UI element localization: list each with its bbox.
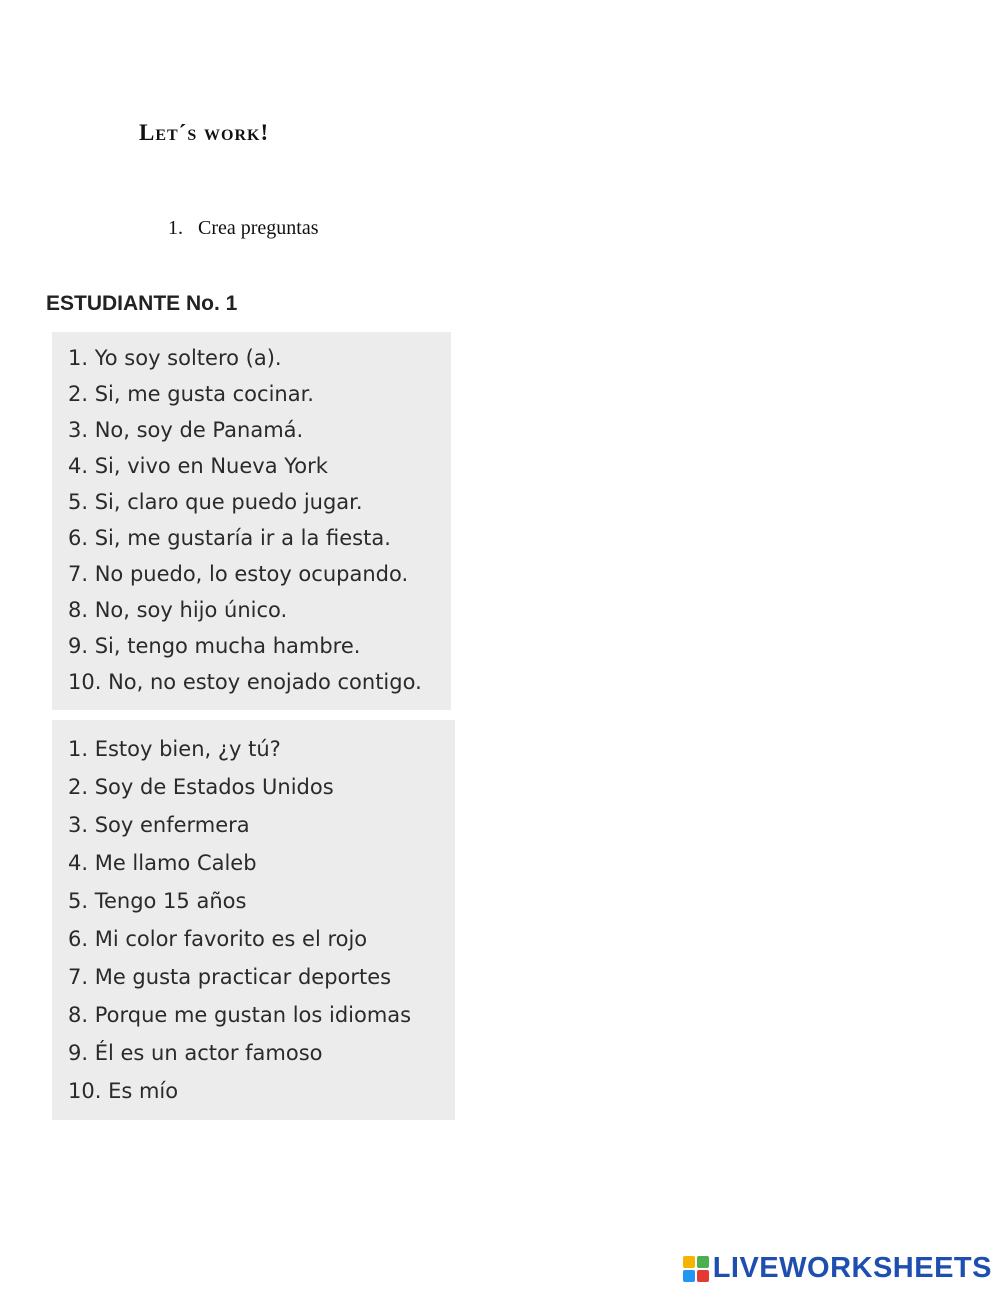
list-item: 10. No, no estoy enojado contigo. [68,670,422,694]
list-item: 3. Soy enfermera [68,813,250,837]
list-item: 8. No, soy hijo único. [68,598,288,622]
instruction-number: 1. [168,217,183,239]
logo-square-icon [697,1270,709,1282]
logo-square-icon [697,1256,709,1268]
list-item: 9. Si, tengo mucha hambre. [68,634,361,658]
list-item: 3. No, soy de Panamá. [68,418,304,442]
list-item: 9. Él es un actor famoso [68,1041,323,1065]
logo-square-icon [683,1256,695,1268]
answer-list-2 [52,720,455,1120]
list-item: 4. Me llamo Caleb [68,851,257,875]
brand-name: LIVEWORKSHEETS [712,1252,992,1284]
list-item: 2. Soy de Estados Unidos [68,775,334,799]
list-item: 4. Si, vivo en Nueva York [68,454,328,478]
list-item: 6. Mi color favorito es el rojo [68,927,368,951]
instruction [168,217,319,240]
logo-square-icon [683,1270,695,1282]
instruction-text: Crea preguntas [198,217,319,239]
page-title: Let´s work! [139,120,270,145]
list-item: 10. Es mío [68,1079,179,1103]
list-item: 1. Estoy bien, ¿y tú? [68,737,281,761]
list-item: 1. Yo soy soltero (a). [68,346,282,370]
logo-icon [683,1256,709,1282]
list-item: 5. Tengo 15 años [68,889,247,913]
list-item: 7. Me gusta practicar deportes [68,965,392,989]
list-item: 5. Si, claro que puedo jugar. [68,490,363,514]
answer-list-1 [52,332,451,710]
list-item: 7. No puedo, lo estoy ocupando. [68,562,409,586]
liveworksheets-logo [683,1252,992,1285]
list-item: 8. Porque me gustan los idiomas [68,1003,412,1027]
list-item: 6. Si, me gustaría ir a la fiesta. [68,526,391,550]
student-label: ESTUDIANTE No. 1 [46,292,238,315]
list-item: 2. Si, me gusta cocinar. [68,382,314,406]
